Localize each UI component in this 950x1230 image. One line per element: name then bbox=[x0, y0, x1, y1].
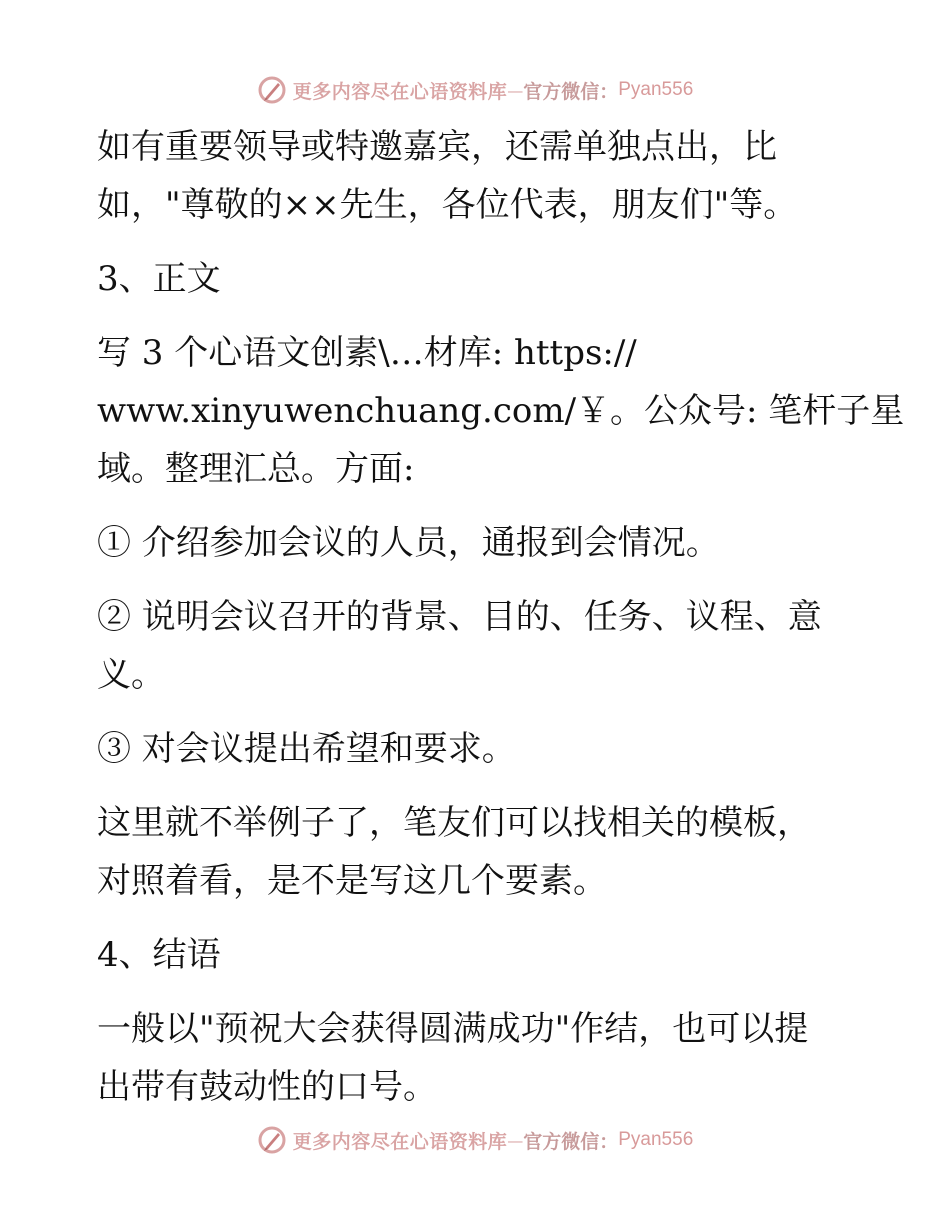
text-line: ② 说明会议召开的背景、目的、任务、议程、意 bbox=[97, 597, 822, 637]
text-line: ③ 对会议提出希望和要求。 bbox=[97, 729, 516, 769]
text-line: 这里就不举例子了，笔友们可以找相关的模板， bbox=[97, 803, 811, 843]
paragraph-template-note bbox=[97, 794, 837, 910]
banner-separator: — bbox=[507, 80, 524, 100]
quill-pen-icon bbox=[257, 75, 287, 105]
banner-wechat-id: Pyan556 bbox=[618, 79, 694, 100]
text-line: 出带有鼓动性的口号。 bbox=[97, 1067, 437, 1107]
document-body bbox=[97, 118, 905, 1132]
heading-text: 3、正文 bbox=[97, 259, 221, 299]
text-line: 对照着看，是不是写这几个要素。 bbox=[97, 861, 607, 901]
banner-wechat-label: 官方微信： bbox=[523, 80, 619, 103]
banner-slogan: 更多内容尽在心语资料库 bbox=[292, 80, 508, 103]
text-line: 写 3 个心语文创素\…材库: https:// bbox=[97, 333, 637, 373]
quill-pen-icon bbox=[257, 1125, 287, 1155]
banner-wechat-label: 官方微信： bbox=[523, 1130, 619, 1153]
paragraph-vip-address bbox=[97, 118, 837, 234]
footer-watermark-banner bbox=[0, 1120, 950, 1160]
text-line: 域。整理汇总。方面: bbox=[97, 449, 415, 489]
section-heading-conclusion bbox=[97, 926, 837, 984]
text-line: 如有重要领导或特邀嘉宾，还需单独点出，比 bbox=[97, 127, 777, 167]
banner-slogan: 更多内容尽在心语资料库 bbox=[292, 1130, 508, 1153]
section-heading-body bbox=[97, 250, 837, 308]
text-line: 一般以"预祝大会获得圆满成功"作结，也可以提 bbox=[97, 1009, 809, 1049]
text-line: 义。 bbox=[97, 655, 165, 695]
list-item-3 bbox=[97, 720, 837, 778]
list-item-2 bbox=[97, 588, 837, 704]
list-item-1 bbox=[97, 514, 837, 572]
banner-wechat-id: Pyan556 bbox=[618, 1129, 694, 1150]
banner-separator: — bbox=[507, 1130, 524, 1150]
text-line: ① 介绍参加会议的人员，通报到会情况。 bbox=[97, 523, 720, 563]
heading-text: 4、结语 bbox=[97, 935, 221, 975]
header-watermark-banner bbox=[0, 70, 950, 110]
text-line: 如，"尊敬的××先生，各位代表，朋友们"等。 bbox=[97, 185, 798, 225]
paragraph-conclusion bbox=[97, 1000, 837, 1116]
text-line: www.xinyuwenchuang.com/￥。公众号: 笔杆子星 bbox=[97, 391, 905, 431]
paragraph-body-intro bbox=[97, 324, 905, 498]
